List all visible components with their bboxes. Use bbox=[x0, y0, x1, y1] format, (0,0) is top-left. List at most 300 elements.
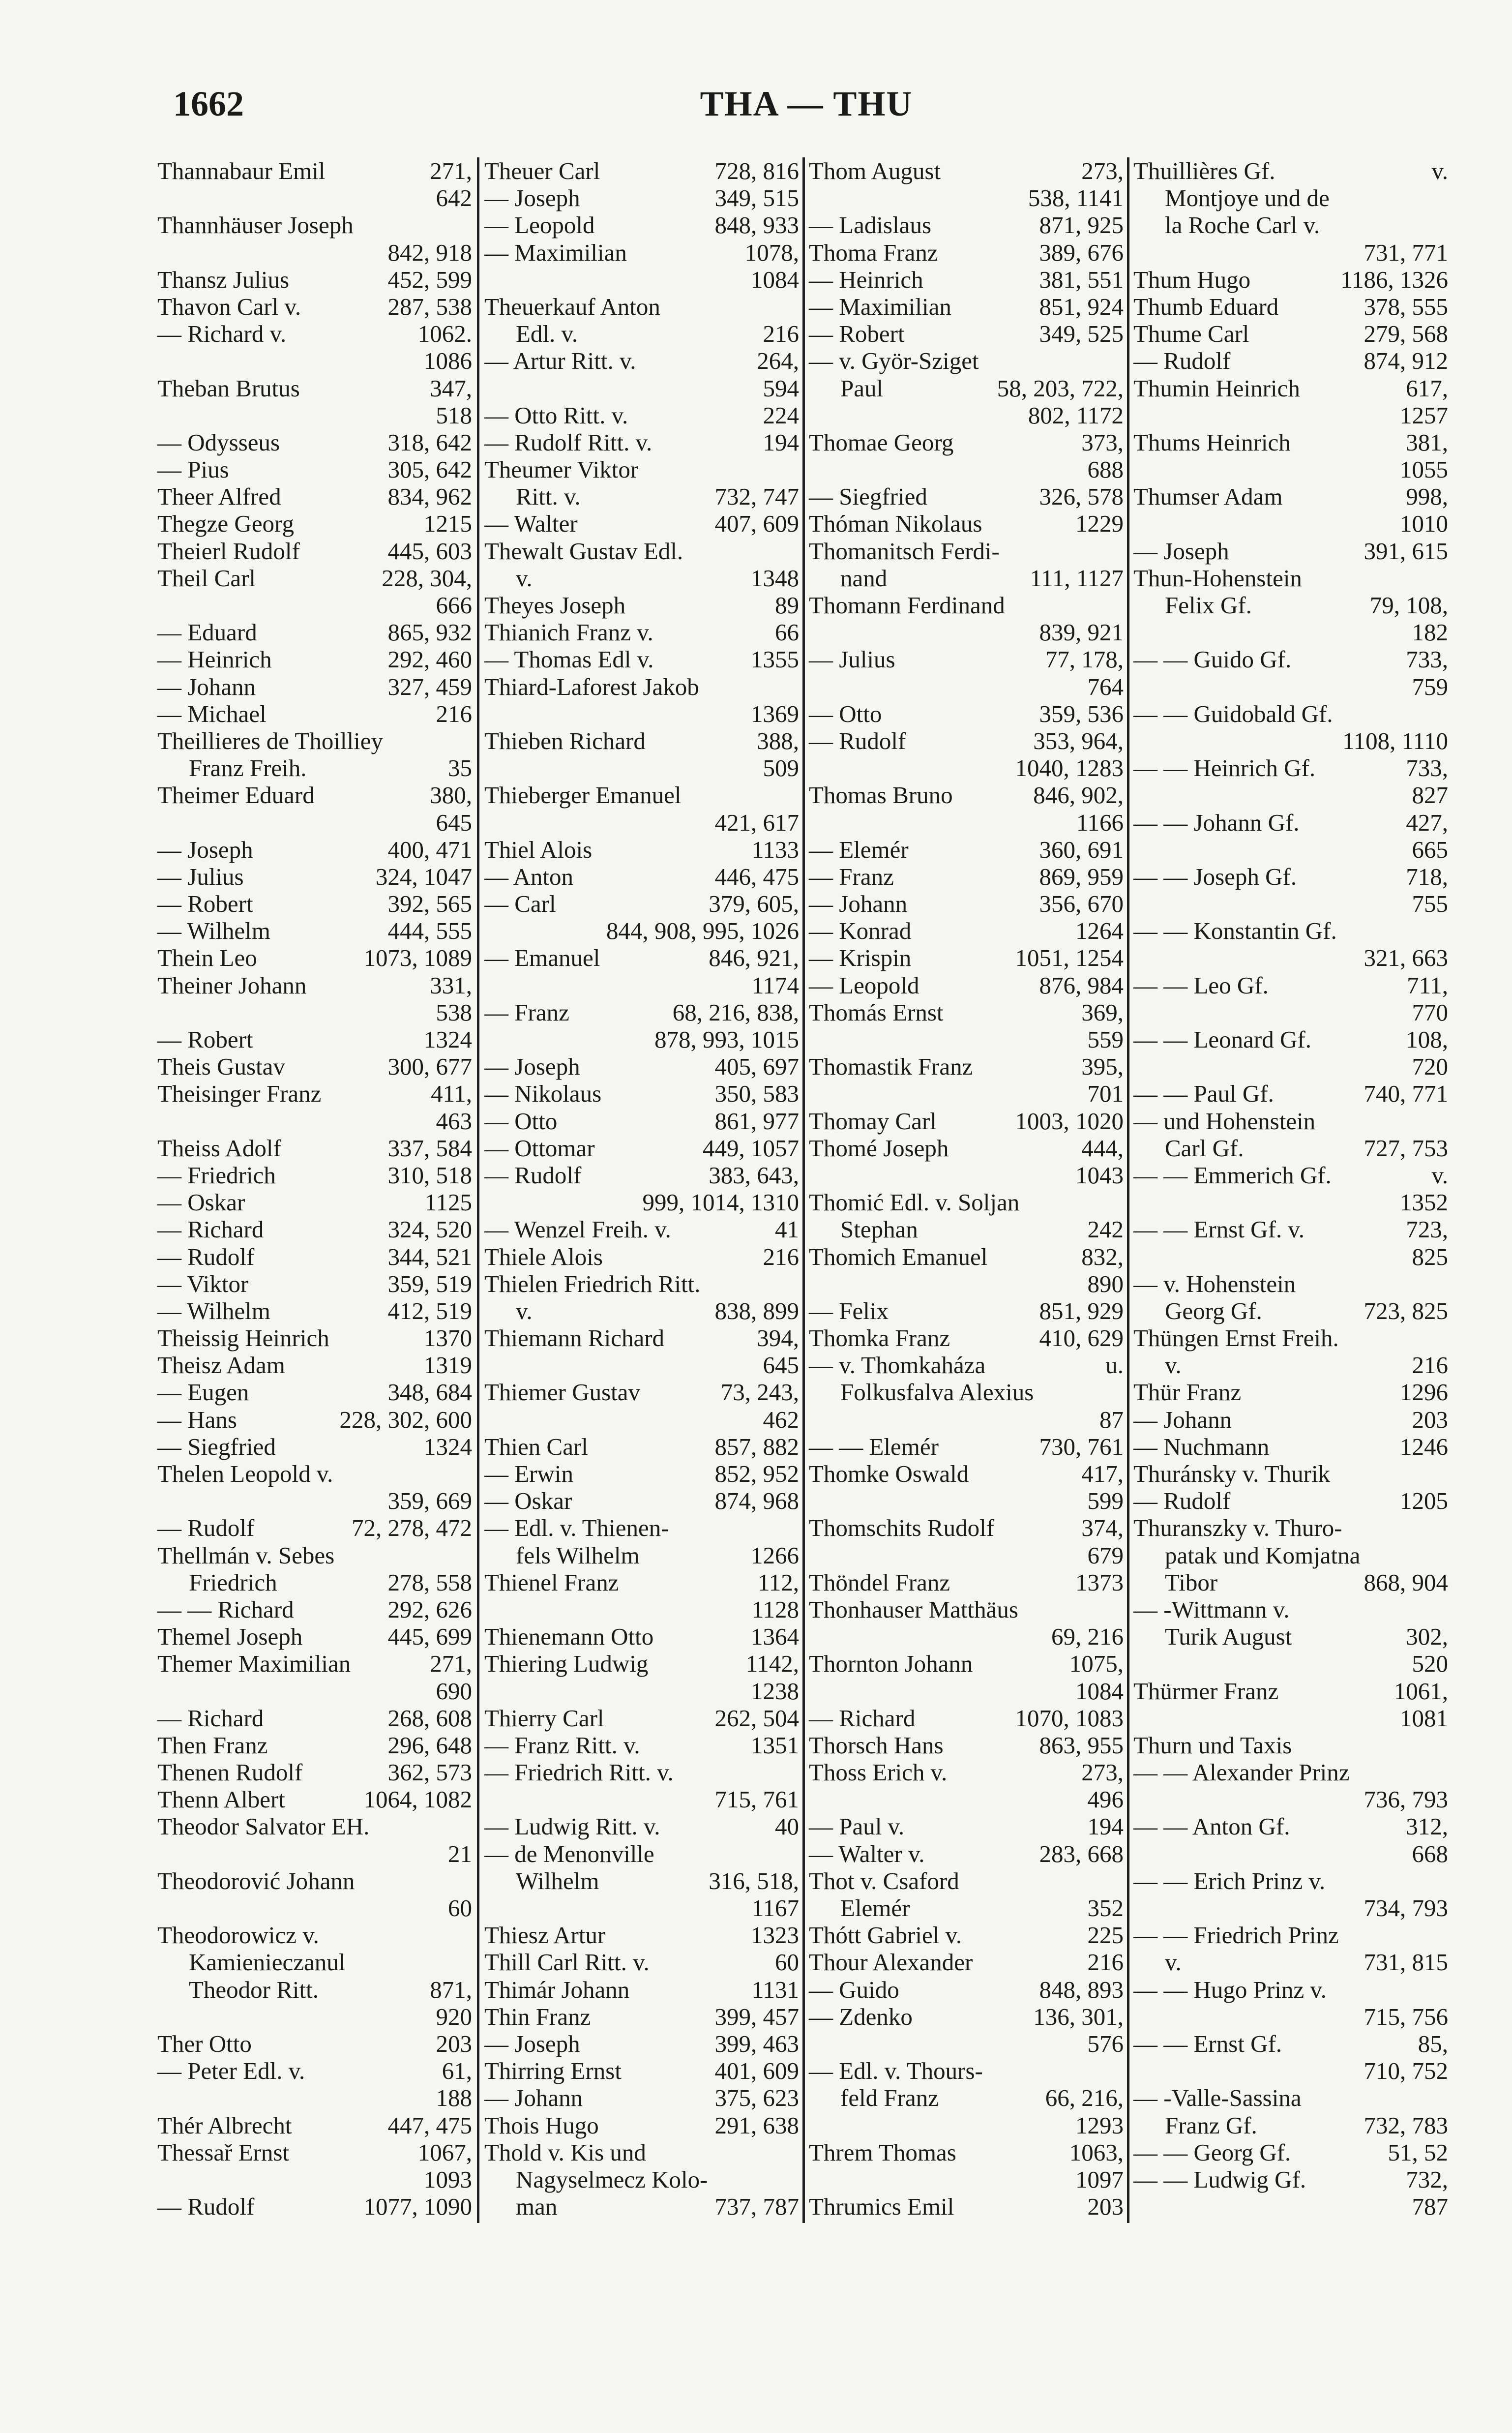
index-line bbox=[809, 836, 1124, 863]
index-entry-pages: 732, 747 bbox=[714, 483, 799, 511]
index-line bbox=[157, 1732, 472, 1759]
index-entry-name: — — Emmerich Gf. bbox=[1133, 1161, 1332, 1189]
index-line bbox=[809, 781, 1124, 809]
index-line bbox=[809, 944, 1124, 971]
index-entry-name: — Paul v. bbox=[809, 1813, 905, 1840]
index-line bbox=[484, 184, 799, 211]
index-line bbox=[484, 1297, 799, 1324]
index-entry-pages: 1108, 1110 bbox=[1342, 727, 1448, 754]
index-line bbox=[1133, 320, 1448, 347]
index-line bbox=[809, 917, 1124, 944]
index-line bbox=[157, 1813, 472, 1840]
index-entry-name: — — Leonard Gf. bbox=[1133, 1026, 1311, 1053]
index-entry-name: — — Leo Gf. bbox=[1133, 971, 1269, 999]
index-line bbox=[809, 863, 1124, 890]
index-column-3 bbox=[809, 157, 1124, 2223]
index-entry-name: Thóman Nikolaus bbox=[809, 510, 982, 538]
index-entry-pages: 300, 677 bbox=[387, 1053, 472, 1081]
index-line bbox=[157, 1623, 472, 1650]
index-line bbox=[809, 1460, 1124, 1487]
index-entry-name: — Otto Ritt. v. bbox=[484, 401, 628, 429]
index-entry-pages: 869, 959 bbox=[1039, 863, 1124, 890]
index-entry-pages: 216 bbox=[763, 1243, 799, 1270]
index-line bbox=[157, 1976, 472, 2003]
index-entry-name: — Heinrich bbox=[809, 266, 923, 293]
index-line bbox=[1133, 1487, 1448, 1514]
index-entry-pages: 1077, 1090 bbox=[363, 2193, 472, 2221]
index-entry-name: Thoss Erich v. bbox=[809, 1759, 948, 1786]
index-line bbox=[484, 565, 799, 592]
index-entry-pages: 444, bbox=[1081, 1134, 1124, 1162]
index-entry-name: Thannabaur Emil bbox=[157, 157, 326, 184]
index-entry-pages: 851, 924 bbox=[1039, 293, 1124, 320]
index-entry-pages: 832, bbox=[1081, 1243, 1124, 1270]
index-line bbox=[157, 1460, 472, 1487]
index-column-1 bbox=[157, 157, 472, 2223]
index-line bbox=[157, 1596, 472, 1623]
index-entry-pages: 362, 573 bbox=[387, 1759, 472, 1786]
index-line bbox=[809, 1270, 1124, 1297]
index-entry-pages: 878, 993, 1015 bbox=[654, 1026, 799, 1053]
index-entry-pages: 352 bbox=[1087, 1894, 1124, 1922]
index-entry-name: — Rudolf bbox=[809, 727, 906, 754]
index-entry-name: Thimár Johann bbox=[484, 1976, 630, 2003]
index-entry-name: — Robert bbox=[157, 890, 253, 918]
index-line bbox=[809, 972, 1124, 999]
index-entry-name: — Joseph bbox=[484, 2030, 580, 2057]
index-entry-name: — -Wittmann v. bbox=[1133, 1595, 1290, 1623]
index-line bbox=[809, 1786, 1124, 1813]
index-entry-name: Thöndel Franz bbox=[809, 1568, 950, 1596]
index-line bbox=[1133, 2057, 1448, 2084]
index-line bbox=[157, 700, 472, 727]
index-line bbox=[484, 1650, 799, 1677]
index-line bbox=[809, 1406, 1124, 1433]
index-entry-name: Thür Franz bbox=[1133, 1379, 1242, 1406]
index-entry-name: Theissig Heinrich bbox=[157, 1324, 329, 1352]
index-entry-name: Theyes Joseph bbox=[484, 592, 626, 619]
index-line bbox=[1133, 1542, 1448, 1569]
index-entry-pages: 40 bbox=[775, 1813, 799, 1840]
index-entry-pages: 51, 52 bbox=[1388, 2138, 1448, 2166]
index-entry-name: Thomka Franz bbox=[809, 1324, 950, 1352]
index-line bbox=[484, 999, 799, 1026]
index-entry-pages: 410, 629 bbox=[1039, 1324, 1124, 1352]
index-line bbox=[809, 347, 1124, 374]
index-entry-name: Thrumics Emil bbox=[809, 2193, 954, 2221]
index-entry-name: Thumser Adam bbox=[1133, 483, 1283, 511]
index-entry-pages: 1246 bbox=[1400, 1433, 1448, 1460]
index-entry-pages: 1323 bbox=[751, 1922, 799, 1949]
index-entry-pages: 66 bbox=[775, 619, 799, 646]
index-line bbox=[484, 1922, 799, 1949]
index-line bbox=[484, 1352, 799, 1379]
index-line bbox=[484, 592, 799, 619]
index-line bbox=[157, 483, 472, 510]
index-entry-pages: 740, 771 bbox=[1364, 1080, 1448, 1108]
index-line bbox=[809, 1026, 1124, 1053]
index-line bbox=[157, 1352, 472, 1379]
index-entry-pages: 825 bbox=[1412, 1243, 1448, 1270]
index-line bbox=[157, 211, 472, 239]
index-entry-name: Turik August bbox=[1165, 1623, 1292, 1651]
index-line bbox=[157, 1949, 472, 1976]
index-entry-name: — Rudolf bbox=[1133, 1487, 1231, 1515]
index-line bbox=[157, 1324, 472, 1352]
index-line bbox=[1133, 1216, 1448, 1243]
index-line bbox=[484, 2057, 799, 2084]
index-entry-name: v. bbox=[1165, 1352, 1182, 1379]
index-entry-pages: 405, 697 bbox=[714, 1053, 799, 1081]
index-line bbox=[484, 1949, 799, 1976]
index-line bbox=[1133, 1922, 1448, 1949]
index-line bbox=[809, 1487, 1124, 1514]
index-entry-name: Thume Carl bbox=[1133, 320, 1249, 348]
index-entry-name: Thewalt Gustav Edl. bbox=[484, 537, 683, 565]
index-entry-pages: 1051, 1254 bbox=[1015, 944, 1124, 972]
index-entry-pages: 871, 925 bbox=[1039, 211, 1124, 239]
index-line bbox=[809, 402, 1124, 429]
index-line bbox=[484, 1324, 799, 1352]
index-entry-name: — Leopold bbox=[809, 971, 919, 999]
index-entry-name: Theodor Salvator EH. bbox=[157, 1813, 370, 1840]
index-entry-pages: 1093 bbox=[424, 2165, 472, 2193]
index-entry-name: Thun-Hohenstein bbox=[1133, 564, 1302, 592]
index-line bbox=[1133, 456, 1448, 483]
index-line bbox=[157, 754, 472, 781]
index-entry-pages: 273, bbox=[1081, 1759, 1124, 1786]
index-line bbox=[1133, 483, 1448, 510]
index-entry-name: Themer Maximilian bbox=[157, 1650, 351, 1678]
index-entry-pages: 1003, 1020 bbox=[1015, 1107, 1124, 1135]
index-entry-name: v. bbox=[516, 1297, 533, 1324]
index-entry-pages: 348, 684 bbox=[387, 1379, 472, 1406]
index-line bbox=[157, 1026, 472, 1053]
index-entry-name: v. bbox=[1165, 1949, 1182, 1976]
index-entry-pages: 373, bbox=[1081, 428, 1124, 456]
index-entry-name: — Pius bbox=[157, 456, 229, 483]
index-entry-pages: 1296 bbox=[1400, 1379, 1448, 1406]
index-entry-name: — und Hohenstein bbox=[1133, 1107, 1316, 1135]
index-line bbox=[1133, 1678, 1448, 1705]
index-line bbox=[1133, 1135, 1448, 1162]
index-entry-name: Thegze Georg bbox=[157, 510, 294, 538]
index-entry-pages: 846, 902, bbox=[1033, 781, 1124, 809]
index-line bbox=[157, 1162, 472, 1189]
index-entry-pages: 890 bbox=[1087, 1270, 1124, 1297]
index-line bbox=[809, 184, 1124, 211]
index-line bbox=[809, 1596, 1124, 1623]
index-line bbox=[1133, 1243, 1448, 1270]
index-line bbox=[1133, 1406, 1448, 1433]
index-entry-pages: 77, 178, bbox=[1045, 646, 1124, 673]
index-entry-name: Thér Albrecht bbox=[157, 2111, 292, 2139]
index-line bbox=[484, 700, 799, 727]
index-entry-pages: 1125 bbox=[424, 1189, 472, 1216]
index-entry-name: Theillieres de Thoilliey bbox=[157, 727, 384, 754]
index-entry-pages: 242 bbox=[1087, 1216, 1124, 1243]
index-line bbox=[484, 1216, 799, 1243]
index-entry-name: Thour Alexander bbox=[809, 1949, 973, 1976]
index-entry-pages: 920 bbox=[436, 2003, 472, 2030]
index-entry-pages: 617, bbox=[1406, 374, 1448, 402]
index-entry-name: Thessař Ernst bbox=[157, 2138, 290, 2166]
index-line bbox=[809, 1297, 1124, 1324]
index-line bbox=[484, 890, 799, 917]
index-entry-pages: 262, 504 bbox=[714, 1704, 799, 1732]
index-entry-name: — Richard bbox=[157, 1704, 264, 1732]
index-entry-pages: 538, 1141 bbox=[1028, 184, 1124, 212]
index-entry-name: — v. Hohenstein bbox=[1133, 1270, 1296, 1297]
index-line bbox=[809, 1379, 1124, 1406]
index-entry-name: Franz Gf. bbox=[1165, 2111, 1257, 2139]
index-line bbox=[1133, 429, 1448, 456]
index-entry-name: Theis Gustav bbox=[157, 1053, 285, 1081]
index-entry-pages: 1229 bbox=[1075, 510, 1124, 538]
index-line bbox=[484, 836, 799, 863]
index-line bbox=[1133, 510, 1448, 537]
index-line bbox=[157, 1840, 472, 1867]
index-entry-name: patak und Komjatna bbox=[1165, 1541, 1361, 1569]
index-line bbox=[484, 1379, 799, 1406]
index-entry-pages: 999, 1014, 1310 bbox=[642, 1189, 799, 1216]
index-entry-name: — Heinrich bbox=[157, 646, 272, 673]
index-line bbox=[157, 1922, 472, 1949]
index-entry-name: Thieberger Emanuel bbox=[484, 781, 682, 809]
index-entry-name: — Anton bbox=[484, 863, 574, 890]
index-line bbox=[484, 2112, 799, 2139]
index-entry-name: Thorsch Hans bbox=[809, 1731, 944, 1759]
index-line bbox=[809, 483, 1124, 510]
index-line bbox=[1133, 565, 1448, 592]
index-line bbox=[809, 565, 1124, 592]
index-entry-name: Theban Brutus bbox=[157, 374, 300, 402]
index-entry-pages: 576 bbox=[1087, 2030, 1124, 2057]
index-entry-name: Wilhelm bbox=[516, 1867, 599, 1894]
index-line bbox=[484, 538, 799, 565]
index-entry-pages: 1348 bbox=[751, 564, 799, 592]
index-entry-pages: 87 bbox=[1099, 1406, 1124, 1433]
index-line bbox=[809, 510, 1124, 537]
index-line bbox=[484, 1053, 799, 1080]
index-line bbox=[1133, 266, 1448, 293]
index-entry-name: Thold v. Kis und bbox=[484, 2138, 646, 2166]
index-entry-name: Thomke Oswald bbox=[809, 1460, 969, 1487]
index-line bbox=[157, 646, 472, 673]
index-line bbox=[809, 1840, 1124, 1867]
index-line bbox=[484, 754, 799, 781]
index-entry-name: Thomás Ernst bbox=[809, 998, 944, 1026]
index-entry-name: — Artur Ritt. v. bbox=[484, 347, 636, 375]
index-line bbox=[809, 2139, 1124, 2166]
index-entry-name: — Franz bbox=[484, 998, 569, 1026]
index-line bbox=[1133, 972, 1448, 999]
index-entry-name: — Maximilian bbox=[809, 293, 951, 320]
index-line bbox=[157, 592, 472, 619]
index-entry-name: — Peter Edl. v. bbox=[157, 2057, 305, 2085]
index-entry-name: feld Franz bbox=[840, 2084, 939, 2112]
index-entry-pages: 1131 bbox=[751, 1976, 799, 2003]
index-line bbox=[484, 2030, 799, 2057]
index-line bbox=[484, 727, 799, 754]
index-line bbox=[1133, 1460, 1448, 1487]
index-entry-pages: 225 bbox=[1087, 1922, 1124, 1949]
index-entry-pages: 452, 599 bbox=[387, 266, 472, 293]
index-entry-pages: 360, 691 bbox=[1039, 836, 1124, 863]
index-line bbox=[1133, 157, 1448, 184]
index-entry-name: Thenn Albert bbox=[157, 1786, 285, 1813]
index-entry-name: — Leopold bbox=[484, 211, 595, 239]
index-entry-name: Thomay Carl bbox=[809, 1107, 937, 1135]
index-entry-name: — Nuchmann bbox=[1133, 1433, 1270, 1460]
index-entry-name: Thum Hugo bbox=[1133, 266, 1251, 293]
index-line bbox=[157, 1867, 472, 1894]
index-line bbox=[809, 266, 1124, 293]
index-entry-pages: 720 bbox=[1412, 1053, 1448, 1081]
index-entry-pages: 224 bbox=[763, 401, 799, 429]
index-entry-pages: 273, bbox=[1081, 157, 1124, 184]
index-line bbox=[1133, 890, 1448, 917]
index-entry-pages: 316, 518, bbox=[709, 1867, 799, 1894]
index-line bbox=[157, 456, 472, 483]
index-line bbox=[1133, 1732, 1448, 1759]
index-entry-pages: 445, 603 bbox=[387, 537, 472, 565]
index-line bbox=[1133, 1270, 1448, 1297]
index-entry-pages: 1174 bbox=[751, 971, 799, 999]
index-entry-name: — Johann bbox=[157, 673, 256, 700]
index-entry-pages: 60 bbox=[775, 1949, 799, 1976]
index-entry-pages: 731, 771 bbox=[1364, 239, 1448, 266]
index-line bbox=[1133, 836, 1448, 863]
index-entry-pages: 375, 623 bbox=[714, 2084, 799, 2112]
index-entry-pages: 538 bbox=[436, 998, 472, 1026]
index-entry-pages: 834, 962 bbox=[387, 483, 472, 511]
index-entry-pages: 407, 609 bbox=[714, 510, 799, 538]
index-line bbox=[809, 538, 1124, 565]
index-entry-pages: 1238 bbox=[751, 1677, 799, 1705]
index-entry-pages: 394, bbox=[757, 1324, 799, 1352]
index-line bbox=[484, 1542, 799, 1569]
index-line bbox=[1133, 2166, 1448, 2193]
index-entry-pages: 861, 977 bbox=[714, 1107, 799, 1135]
index-entry-pages: 216 bbox=[1087, 1949, 1124, 1976]
index-entry-name: — — Heinrich Gf. bbox=[1133, 754, 1316, 782]
index-entry-pages: 764 bbox=[1087, 673, 1124, 700]
index-entry-pages: 871, bbox=[430, 1976, 472, 2003]
index-entry-pages: 728, 816 bbox=[714, 157, 799, 184]
index-column-2 bbox=[484, 157, 799, 2223]
index-entry-name: — Rudolf bbox=[484, 1161, 582, 1189]
index-line bbox=[157, 836, 472, 863]
index-entry-pages: 353, 964, bbox=[1033, 727, 1124, 754]
index-line bbox=[809, 1542, 1124, 1569]
index-entry-pages: 349, 525 bbox=[1039, 320, 1124, 348]
index-line bbox=[1133, 727, 1448, 754]
index-line bbox=[809, 1243, 1124, 1270]
index-entry-name: Thois Hugo bbox=[484, 2111, 599, 2139]
index-entry-name: Georg Gf. bbox=[1165, 1297, 1262, 1324]
index-entry-pages: 271, bbox=[430, 1650, 472, 1678]
index-line bbox=[1133, 1297, 1448, 1324]
index-line bbox=[809, 1976, 1124, 2003]
index-line bbox=[484, 1840, 799, 1867]
index-entry-name: Thomić Edl. v. Soljan bbox=[809, 1189, 1020, 1216]
index-entry-pages: 324, 520 bbox=[387, 1216, 472, 1243]
index-line bbox=[484, 1786, 799, 1813]
index-entry-pages: 35 bbox=[448, 754, 472, 782]
index-entry-name: Thenen Rudolf bbox=[157, 1759, 303, 1786]
index-entry-pages: 723, bbox=[1406, 1216, 1448, 1243]
index-entry-pages: 827 bbox=[1412, 781, 1448, 809]
index-line bbox=[809, 2112, 1124, 2139]
index-entry-name: Thienel Franz bbox=[484, 1568, 619, 1596]
index-entry-pages: 347, bbox=[430, 374, 472, 402]
index-line bbox=[484, 1596, 799, 1623]
index-line bbox=[1133, 1949, 1448, 1976]
index-entry-name: — Emanuel bbox=[484, 944, 600, 972]
index-entry-pages: 723, 825 bbox=[1364, 1297, 1448, 1324]
index-entry-pages: 1351 bbox=[751, 1731, 799, 1759]
index-entry-pages: 1205 bbox=[1400, 1487, 1448, 1515]
index-line bbox=[484, 429, 799, 456]
index-entry-name: — Felix bbox=[809, 1297, 889, 1324]
index-entry-pages: 718, bbox=[1406, 863, 1448, 890]
index-entry-pages: 732, bbox=[1406, 2165, 1448, 2193]
index-entry-pages: 1075, bbox=[1069, 1650, 1124, 1678]
index-entry-pages: 401, 609 bbox=[714, 2057, 799, 2085]
index-line bbox=[1133, 1569, 1448, 1596]
index-entry-pages: 111, 1127 bbox=[1030, 564, 1124, 592]
index-line bbox=[1133, 347, 1448, 374]
index-line bbox=[484, 483, 799, 510]
index-line bbox=[484, 2193, 799, 2220]
index-entry-name: — — Anton Gf. bbox=[1133, 1813, 1290, 1840]
index-entry-pages: 321, 663 bbox=[1364, 944, 1448, 972]
index-entry-name: Friedrich bbox=[189, 1568, 277, 1596]
index-entry-pages: 1266 bbox=[751, 1541, 799, 1569]
index-line bbox=[484, 347, 799, 374]
index-entry-name: nand bbox=[840, 564, 888, 592]
index-entry-name: — -Valle-Sassina bbox=[1133, 2084, 1302, 2112]
index-line bbox=[809, 239, 1124, 266]
index-entry-name: — Elemér bbox=[809, 836, 909, 863]
index-line bbox=[809, 1759, 1124, 1786]
index-line bbox=[484, 1894, 799, 1922]
index-line bbox=[809, 2030, 1124, 2057]
index-entry-pages: 594 bbox=[763, 374, 799, 402]
index-entry-pages: 736, 793 bbox=[1364, 1786, 1448, 1813]
index-line bbox=[157, 1542, 472, 1569]
index-entry-name: Thien Carl bbox=[484, 1433, 588, 1460]
index-entry-pages: 421, 617 bbox=[714, 809, 799, 836]
index-line bbox=[484, 1813, 799, 1840]
index-entry-name: Thomé Joseph bbox=[809, 1134, 949, 1162]
index-entry-name: Franz Freih. bbox=[189, 754, 307, 782]
index-line bbox=[157, 157, 472, 184]
index-entry-name: Thürmer Franz bbox=[1133, 1677, 1279, 1705]
index-entry-name: Thom August bbox=[809, 157, 941, 184]
index-entry-name: Thumin Heinrich bbox=[1133, 374, 1300, 402]
index-entry-name: Thellmán v. Sebes bbox=[157, 1541, 335, 1569]
index-line bbox=[157, 2193, 472, 2220]
index-entry-pages: 688 bbox=[1087, 456, 1124, 483]
index-line bbox=[809, 429, 1124, 456]
index-line bbox=[484, 1867, 799, 1894]
index-entry-pages: 378, 555 bbox=[1364, 293, 1448, 320]
index-entry-pages: 851, 929 bbox=[1039, 1297, 1124, 1324]
index-entry-pages: 350, 583 bbox=[714, 1080, 799, 1108]
index-entry-pages: 444, 555 bbox=[387, 917, 472, 945]
